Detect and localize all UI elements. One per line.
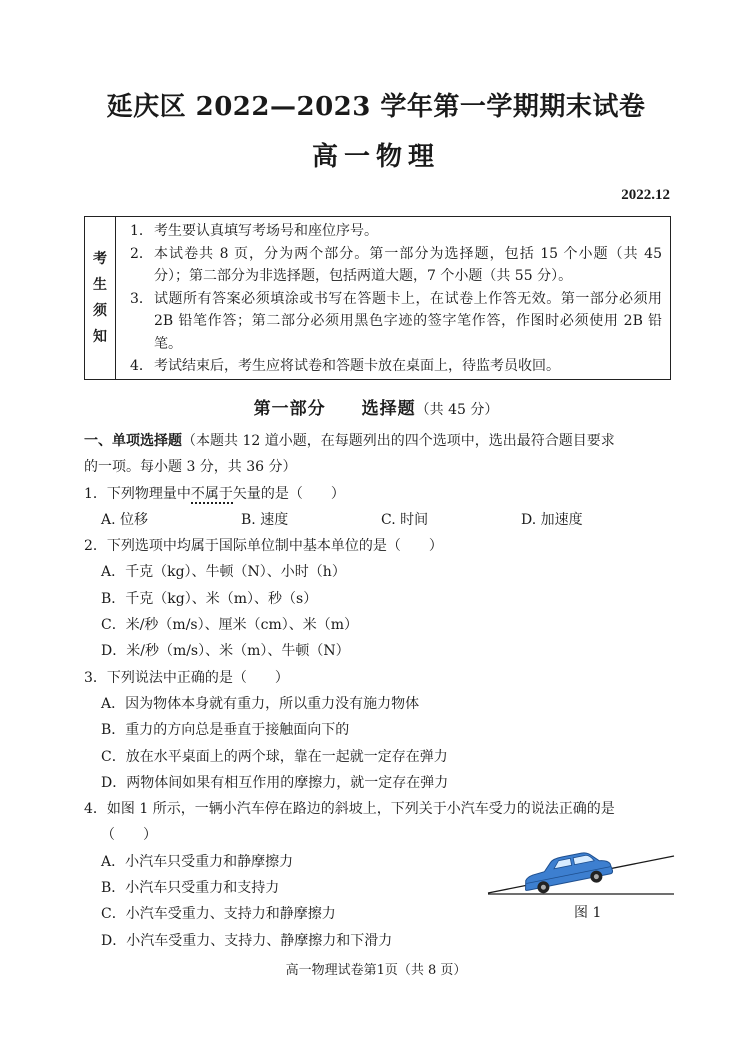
section-heading <box>0 394 752 419</box>
option: D. 加速度 <box>521 511 583 528</box>
exam-title: 延庆区 2022—2023 学年第一学期期末试卷 <box>106 92 646 122</box>
question-1-stem <box>84 481 676 507</box>
option: D．米/秒（m/s）、米（m）、牛顿（N） <box>101 643 350 660</box>
option: C．放在水平桌面上的两个球，靠在一起就一定存在弹力 <box>101 748 448 765</box>
notice-item <box>130 243 662 288</box>
question-text: 矢量的是（ ） <box>232 485 345 502</box>
option: C．米/秒（m/s）、厘米（cm）、米（m） <box>101 617 358 634</box>
notice-item-number: 1． <box>130 223 153 239</box>
question-text: 1．下列物理量中 <box>84 485 191 502</box>
question-1-options <box>84 507 676 533</box>
question-2-stem: 2．下列选项中均属于国际单位制中基本单位的是（ ） <box>84 538 443 555</box>
exam-subtitle: 高一物理 <box>311 142 440 172</box>
option: A．千克（kg）、牛顿（N）、小时（h） <box>101 564 346 581</box>
emphasized-text: 不属于 <box>190 485 233 502</box>
section-name: 选择题 <box>361 399 416 419</box>
option: C. 时间 <box>381 511 429 528</box>
figure-label: 图 1 <box>574 905 602 921</box>
notice-label-char: 知 <box>93 329 107 345</box>
notice-item-text: 考生要认真填写考场号和座位序号。 <box>154 223 378 239</box>
notice-label-char: 考 <box>93 251 107 267</box>
notice-item-text: 试题所有答案必须填涂或书写在答题卡上，在试卷上作答无效。第一部分必须用 2B 铅笔作答；第二部分必须用黑色字迹的签字笔作答，作图时必须使用 2B 铅笔。 <box>154 290 662 352</box>
option: B. 速度 <box>241 511 289 528</box>
option: D．小汽车受重力、支持力、静摩擦力和下滑力 <box>101 932 393 949</box>
car-icon <box>521 848 615 897</box>
exam-date: 2022.12 <box>621 187 670 203</box>
notice-label-char: 生 <box>93 277 107 293</box>
option: A. 位移 <box>101 511 149 528</box>
section-score: （共 45 分） <box>415 402 499 418</box>
question-3-stem: 3．下列说法中正确的是（ ） <box>84 669 289 686</box>
option: A．因为物体本身就有重力，所以重力没有施力物体 <box>101 695 420 712</box>
section-part: 第一部分 <box>253 399 326 419</box>
notice-item-number: 2． <box>130 245 153 262</box>
option: D．两物体间如果有相互作用的摩擦力，就一定存在弹力 <box>101 774 449 791</box>
option: A．小汽车只受重力和静摩擦力 <box>101 853 294 870</box>
notice-item <box>130 220 662 243</box>
instructions-line <box>84 428 676 454</box>
instructions-heading: 一、单项选择题 <box>84 433 182 449</box>
question-4-bracket: （ ） <box>101 827 157 844</box>
notice-item-text: 本试卷共 8 页，分为两个部分。第一部分为选择题，包括 15 个小题（共 45 分）；第二部分为非选择题，包括两道大题，7 个小题（共 55 分）。 <box>154 245 662 284</box>
notice-list <box>116 217 670 379</box>
notice-item-number: 3． <box>130 290 153 307</box>
notice-label <box>85 217 116 379</box>
notice-item-number: 4． <box>130 358 153 374</box>
notice-label-char: 须 <box>93 303 107 319</box>
notice-item-text: 考试结束后，考生应将试卷和答题卡放在桌面上，待监考员收回。 <box>154 358 560 374</box>
question-4-stem: 4．如图 1 所示，一辆小汽车停在路边的斜坡上，下列关于小汽车受力的说法正确的是 <box>84 801 615 818</box>
option: B．千克（kg）、米（m）、秒（s） <box>101 590 318 607</box>
instructions-text: （本题共 12 道小题，在每题列出的四个选项中，选出最符合题目要求 <box>182 433 615 449</box>
instructions-line: 的一项。每小题 3 分，共 36 分） <box>84 459 297 476</box>
notice-item <box>130 288 662 356</box>
page-footer: 高一物理试卷第1页（共 8 页） <box>285 963 467 978</box>
option: C．小汽车受重力、支持力和静摩擦力 <box>101 906 336 923</box>
option: B．重力的方向总是垂直于接触面向下的 <box>101 722 350 739</box>
option: B．小汽车只受重力和支持力 <box>101 880 280 897</box>
notice-item <box>130 355 662 378</box>
notice-box <box>84 216 671 380</box>
